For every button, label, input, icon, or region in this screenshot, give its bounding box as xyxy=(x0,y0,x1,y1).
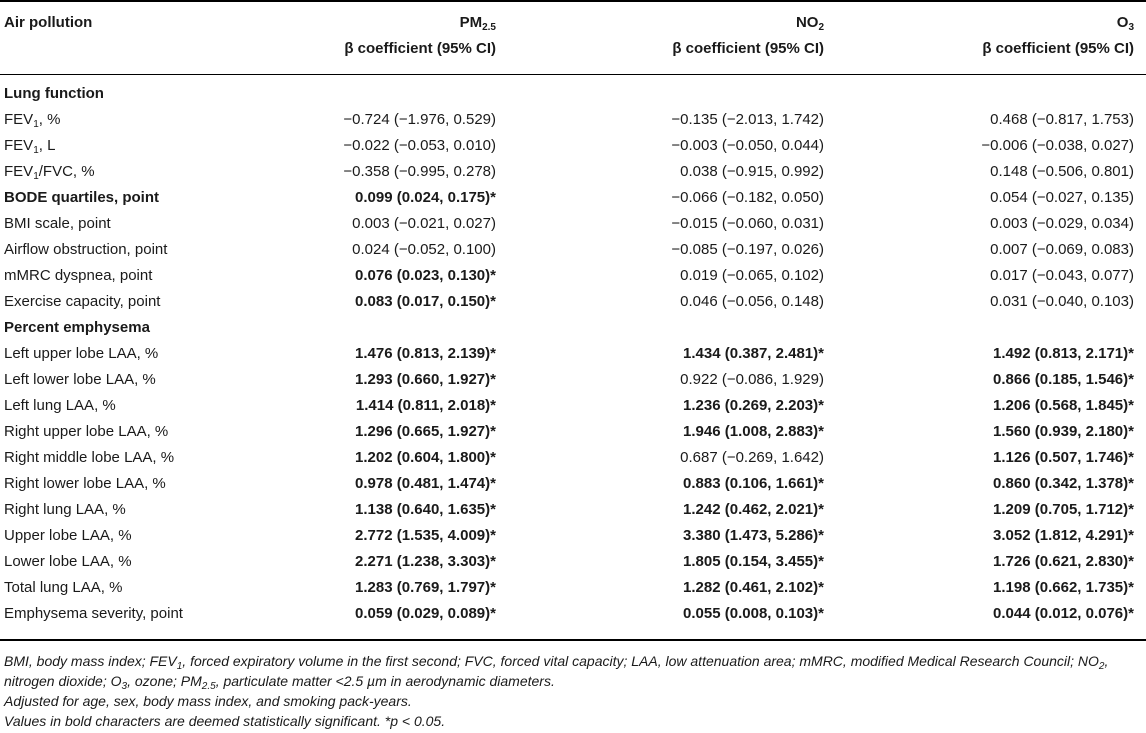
pm25-value: −0.358 (−0.995, 0.278) xyxy=(343,163,496,180)
row-label: Left lower lobe LAA, % xyxy=(4,371,156,388)
pm25-value: 0.978 (0.481, 1.474)* xyxy=(355,475,496,492)
row-label: Right upper lobe LAA, % xyxy=(4,423,169,440)
table-notes xyxy=(4,651,1144,731)
row-label: BMI scale, point xyxy=(4,215,111,232)
o3-value: 1.560 (0.939, 2.180)* xyxy=(993,423,1134,440)
o3-value: 0.007 (−0.069, 0.083) xyxy=(990,241,1134,258)
row-label: $FEV_1$, % xyxy=(4,111,61,130)
header-o3 xyxy=(982,14,1134,58)
no2-value: 1.434 (0.387, 2.481)* xyxy=(683,345,824,362)
row-label: Left upper lobe LAA, % xyxy=(4,345,159,362)
table-row xyxy=(0,263,1146,289)
no2-value: 0.019 (−0.065, 0.102) xyxy=(680,267,824,284)
pm25-value: 1.293 (0.660, 1.927)* xyxy=(355,371,496,388)
pm25-value: 0.059 (0.029, 0.089)* xyxy=(355,605,496,622)
o3-value: 1.126 (0.507, 1.746)* xyxy=(993,449,1134,466)
row-label: Percent emphysema xyxy=(4,319,150,336)
table-row xyxy=(0,237,1146,263)
pm25-value: 2.271 (1.238, 3.303)* xyxy=(355,553,496,570)
no2-value: 0.055 (0.008, 0.103)* xyxy=(683,605,824,622)
table-row xyxy=(0,575,1146,601)
pm25-value: 1.296 (0.665, 1.927)* xyxy=(355,423,496,440)
table-row xyxy=(0,133,1146,159)
section-header xyxy=(0,81,1146,107)
row-label: Upper lobe LAA, % xyxy=(4,527,132,544)
significance-note: Values in bold characters are deemed statistically significant. *p < 0.05. xyxy=(4,713,446,729)
no2-value: 0.883 (0.106, 1.661)* xyxy=(683,475,824,492)
no2-value: 0.038 (−0.915, 0.992) xyxy=(680,163,824,180)
o3-value: 1.209 (0.705, 1.712)* xyxy=(993,501,1134,518)
header-no2-name: $NO_2$ xyxy=(795,14,824,33)
header-pm25-name: $PM_{2.5}$ xyxy=(459,14,496,33)
pm25-value: 1.283 (0.769, 1.797)* xyxy=(355,579,496,596)
o3-value: 0.044 (0.012, 0.076)* xyxy=(993,605,1134,622)
header-o3-coef-label: β coefficient (95% CI) xyxy=(982,40,1134,57)
pm25-value: 0.024 (−0.052, 0.100) xyxy=(352,241,496,258)
pm25-value: 2.772 (1.535, 4.009)* xyxy=(355,527,496,544)
row-label: Left lung LAA, % xyxy=(4,397,116,414)
table-row xyxy=(0,185,1146,211)
table-row xyxy=(0,159,1146,185)
no2-value: −0.135 (−2.013, 1.742) xyxy=(671,111,824,128)
o3-value: 0.031 (−0.040, 0.103) xyxy=(990,293,1134,310)
header-no2-coef-label: β coefficient (95% CI) xyxy=(672,40,824,57)
row-label: Right middle lobe LAA, % xyxy=(4,449,175,466)
abbreviations-note: BMI, body mass index; $FEV_1$, forced expiratory volume in the first second; FVC, forced vital capacity; LAA, low attenuation area; mMRC, modified Medical Research Council; $NO_2$, nitrogen dioxide; $O_3$, ozone; $PM_{2.5}$, particulate matter <2.5 µm in aerodynamic diameters. xyxy=(4,653,1109,692)
no2-value: −0.015 (−0.060, 0.031) xyxy=(671,215,824,232)
row-label: Airflow obstruction, point xyxy=(4,241,168,258)
o3-value: 0.860 (0.342, 1.378)* xyxy=(993,475,1134,492)
o3-value: 3.052 (1.812, 4.291)* xyxy=(993,527,1134,544)
table-row xyxy=(0,445,1146,471)
bottom-rule xyxy=(0,639,1146,641)
row-label: Right lung LAA, % xyxy=(4,501,126,518)
row-label: mMRC dyspnea, point xyxy=(4,267,153,284)
o3-value: 1.726 (0.621, 2.830)* xyxy=(993,553,1134,570)
table-row xyxy=(0,523,1146,549)
o3-value: 0.003 (−0.029, 0.034) xyxy=(990,215,1134,232)
row-label: $FEV_1$/FVC, % xyxy=(4,163,95,182)
no2-value: 0.922 (−0.086, 1.929) xyxy=(680,371,824,388)
header-pm25-coef-label: β coefficient (95% CI) xyxy=(344,40,496,57)
row-label: $FEV_1$, L xyxy=(4,137,56,156)
no2-value: 1.282 (0.461, 2.102)* xyxy=(683,579,824,596)
no2-value: 0.687 (−0.269, 1.642) xyxy=(680,449,824,466)
header-pm25 xyxy=(344,14,496,58)
pm25-value: −0.022 (−0.053, 0.010) xyxy=(343,137,496,154)
no2-value: 0.046 (−0.056, 0.148) xyxy=(680,293,824,310)
row-label: Lung function xyxy=(4,85,104,102)
section-header xyxy=(0,315,1146,341)
pm25-value: 0.083 (0.017, 0.150)* xyxy=(355,293,496,310)
no2-value: 1.805 (0.154, 3.455)* xyxy=(683,553,824,570)
o3-value: 1.206 (0.568, 1.845)* xyxy=(993,397,1134,414)
row-label: Exercise capacity, point xyxy=(4,293,161,310)
header-rule xyxy=(0,74,1146,75)
table-row xyxy=(0,497,1146,523)
header-air-pollution: Air pollution xyxy=(4,14,93,31)
o3-value: 1.198 (0.662, 1.735)* xyxy=(993,579,1134,596)
table-row xyxy=(0,367,1146,393)
header-o3-name: $O_3$ xyxy=(1116,14,1134,33)
no2-value: 1.946 (1.008, 2.883)* xyxy=(683,423,824,440)
row-label: Lower lobe LAA, % xyxy=(4,553,132,570)
table-row xyxy=(0,471,1146,497)
no2-value: 1.242 (0.462, 2.021)* xyxy=(683,501,824,518)
o3-value: 0.017 (−0.043, 0.077) xyxy=(990,267,1134,284)
table-row xyxy=(0,549,1146,575)
top-rule xyxy=(0,0,1146,2)
adjusted-note: Adjusted for age, sex, body mass index, and smoking pack-years. xyxy=(4,693,412,709)
pm25-value: 0.099 (0.024, 0.175)* xyxy=(355,189,496,206)
o3-value: 0.866 (0.185, 1.546)* xyxy=(993,371,1134,388)
o3-value: 0.148 (−0.506, 0.801) xyxy=(990,163,1134,180)
pm25-value: 0.003 (−0.021, 0.027) xyxy=(352,215,496,232)
o3-value: 0.468 (−0.817, 1.753) xyxy=(990,111,1134,128)
o3-value: 1.492 (0.813, 2.171)* xyxy=(993,345,1134,362)
table-row xyxy=(0,341,1146,367)
table-row xyxy=(0,393,1146,419)
pm25-value: 1.476 (0.813, 2.139)* xyxy=(355,345,496,362)
pm25-value: 1.202 (0.604, 1.800)* xyxy=(355,449,496,466)
row-label: BODE quartiles, point xyxy=(4,189,160,206)
header-no2 xyxy=(672,14,824,58)
table-row xyxy=(0,419,1146,445)
o3-value: 0.054 (−0.027, 0.135) xyxy=(990,189,1134,206)
row-label: Right lower lobe LAA, % xyxy=(4,475,166,492)
no2-value: −0.085 (−0.197, 0.026) xyxy=(671,241,824,258)
table-row xyxy=(0,211,1146,237)
o3-value: −0.006 (−0.038, 0.027) xyxy=(981,137,1134,154)
table-row xyxy=(0,601,1146,627)
pm25-value: 1.414 (0.811, 2.018)* xyxy=(355,397,496,414)
table-row xyxy=(0,107,1146,133)
pm25-value: 1.138 (0.640, 1.635)* xyxy=(355,501,496,518)
no2-value: −0.003 (−0.050, 0.044) xyxy=(671,137,824,154)
pm25-value: −0.724 (−1.976, 0.529) xyxy=(343,111,496,128)
pm25-value: 0.076 (0.023, 0.130)* xyxy=(355,267,496,284)
no2-value: 1.236 (0.269, 2.203)* xyxy=(683,397,824,414)
no2-value: 3.380 (1.473, 5.286)* xyxy=(683,527,824,544)
row-label: Total lung LAA, % xyxy=(4,579,123,596)
row-label: Emphysema severity, point xyxy=(4,605,183,622)
table-row xyxy=(0,289,1146,315)
no2-value: −0.066 (−0.182, 0.050) xyxy=(671,189,824,206)
